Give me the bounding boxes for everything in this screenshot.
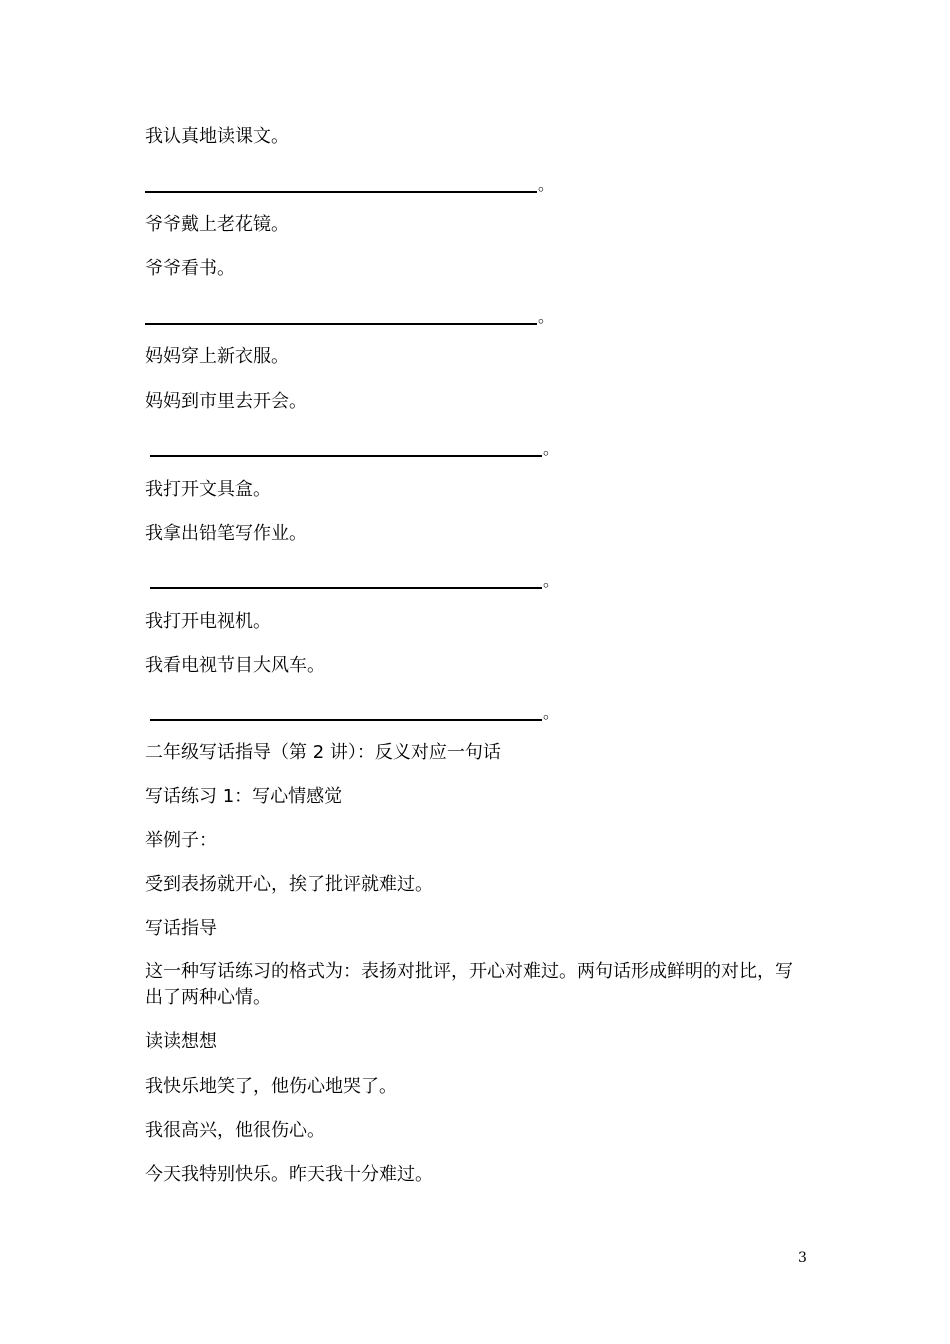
- read-item: 我快乐地笑了，他伤心地哭了。: [145, 1076, 397, 1097]
- answer-underline: [145, 191, 537, 193]
- sentence-line: 妈妈穿上新衣服。: [145, 346, 289, 367]
- example-label: 举例子：: [145, 830, 217, 851]
- guide-heading: 写话指导: [145, 918, 217, 939]
- answer-underline: [150, 719, 542, 721]
- guide-paragraph: 这一种写话练习的格式为：表扬对批评，开心对难过。两句话形成鲜明的对比，写出了两种心情。: [145, 961, 793, 1008]
- answer-underline: [150, 455, 542, 457]
- blank-period: 。: [538, 175, 555, 194]
- exercise-heading: 写话练习 1：写心情感觉: [145, 786, 343, 807]
- example-sentence: 受到表扬就开心，挨了批评就难过。: [145, 874, 433, 895]
- sentence-line: 我认真地读课文。: [145, 126, 289, 147]
- blank-period: 。: [543, 439, 560, 458]
- sentence-line: 我打开文具盒。: [145, 479, 271, 500]
- blank-period: 。: [543, 703, 560, 722]
- sentence-line: 我看电视节目大风车。: [145, 655, 325, 676]
- blank-period: 。: [538, 307, 555, 326]
- sentence-line: 爷爷戴上老花镜。: [145, 214, 289, 235]
- read-heading: 读读想想: [145, 1031, 217, 1052]
- fill-in-blank: [145, 303, 555, 327]
- fill-in-blank: [150, 699, 560, 723]
- fill-in-blank: [145, 171, 555, 195]
- sentence-line: 妈妈到市里去开会。: [145, 391, 307, 412]
- sentence-line: 爷爷看书。: [145, 258, 235, 279]
- blank-period: 。: [543, 571, 560, 590]
- read-item: 我很高兴，他很伤心。: [145, 1120, 325, 1141]
- answer-underline: [150, 587, 542, 589]
- fill-in-blank: [150, 435, 560, 459]
- sentence-line: 我拿出铅笔写作业。: [145, 523, 307, 544]
- answer-underline: [145, 323, 537, 325]
- page-number: 3: [798, 1250, 807, 1266]
- sentence-line: 我打开电视机。: [145, 611, 271, 632]
- lesson-title: 二年级写话指导（第 2 讲）：反义对应一句话: [145, 742, 501, 763]
- read-item: 今天我特别快乐。昨天我十分难过。: [145, 1164, 433, 1185]
- fill-in-blank: [150, 567, 560, 591]
